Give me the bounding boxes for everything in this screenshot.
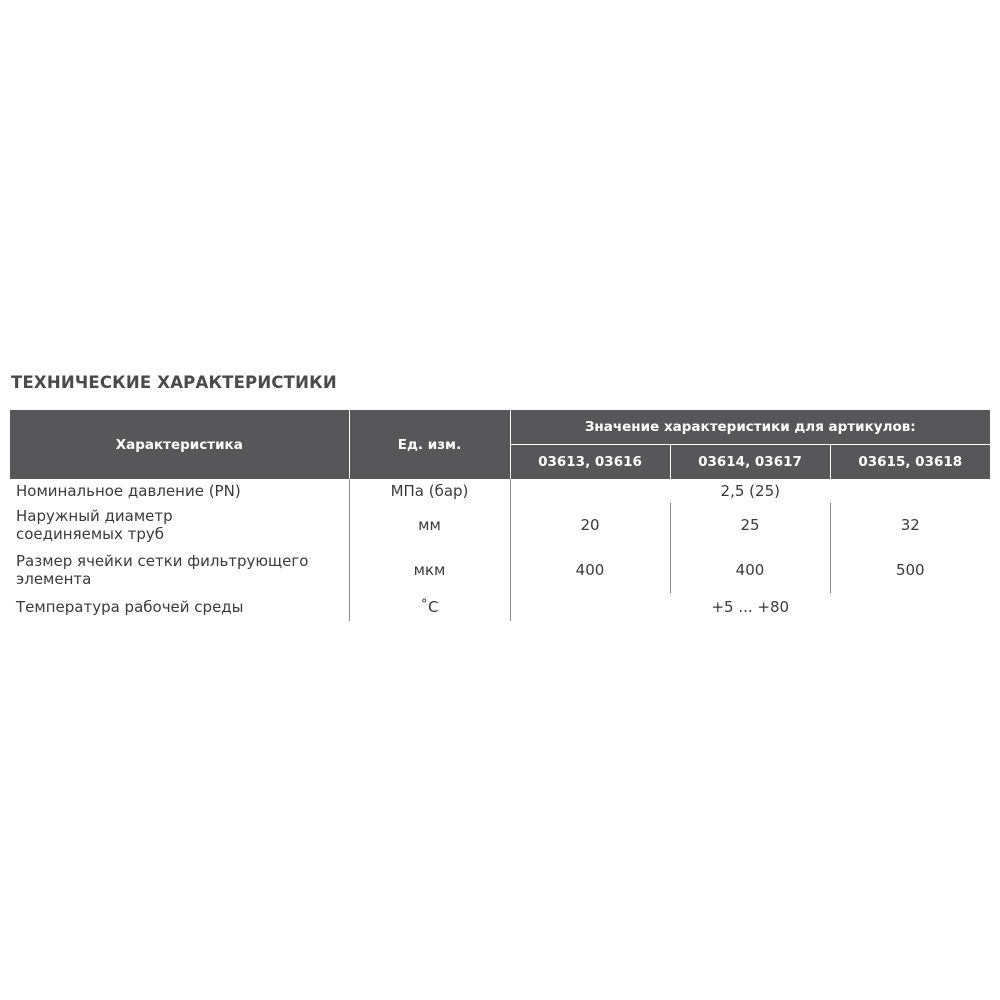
row-unit: МПа (бар) xyxy=(349,479,510,503)
header-article-2: 03614, 03617 xyxy=(670,445,830,480)
table-row xyxy=(10,503,990,547)
row-name-line: соединяемых труб xyxy=(16,525,165,543)
row-value: 32 xyxy=(830,503,990,547)
row-unit: мм xyxy=(349,503,510,547)
specifications-table xyxy=(10,410,990,621)
row-value-all: 2,5 (25) xyxy=(510,479,990,503)
row-name-line: элемента xyxy=(16,570,92,588)
row-name-line: Наружный диаметр xyxy=(16,507,173,525)
row-value: 20 xyxy=(510,503,670,547)
row-value: 400 xyxy=(510,547,670,593)
header-characteristic: Характеристика xyxy=(10,410,349,479)
row-unit: ˚С xyxy=(349,593,510,621)
table-row xyxy=(10,593,990,621)
table-row xyxy=(10,547,990,593)
row-name: Температура рабочей среды xyxy=(16,598,244,616)
row-name xyxy=(10,547,349,593)
section-title: ТЕХНИЧЕСКИЕ ХАРАКТЕРИСТИКИ xyxy=(11,373,337,392)
row-name: Номинальное давление (PN) xyxy=(16,482,241,500)
row-value: 500 xyxy=(830,547,990,593)
row-value: 400 xyxy=(670,547,830,593)
header-unit: Ед. изм. xyxy=(349,410,510,479)
row-unit: мкм xyxy=(349,547,510,593)
header-article-3: 03615, 03618 xyxy=(830,445,990,480)
row-value-all: +5 ... +80 xyxy=(510,593,990,621)
header-article-1: 03613, 03616 xyxy=(510,445,670,480)
header-articles-group: Значение характеристики для артикулов: xyxy=(510,410,990,445)
row-name xyxy=(10,503,349,547)
table-row xyxy=(10,479,990,503)
row-name-line: Размер ячейки сетки фильтрующего xyxy=(16,552,309,570)
row-value: 25 xyxy=(670,503,830,547)
